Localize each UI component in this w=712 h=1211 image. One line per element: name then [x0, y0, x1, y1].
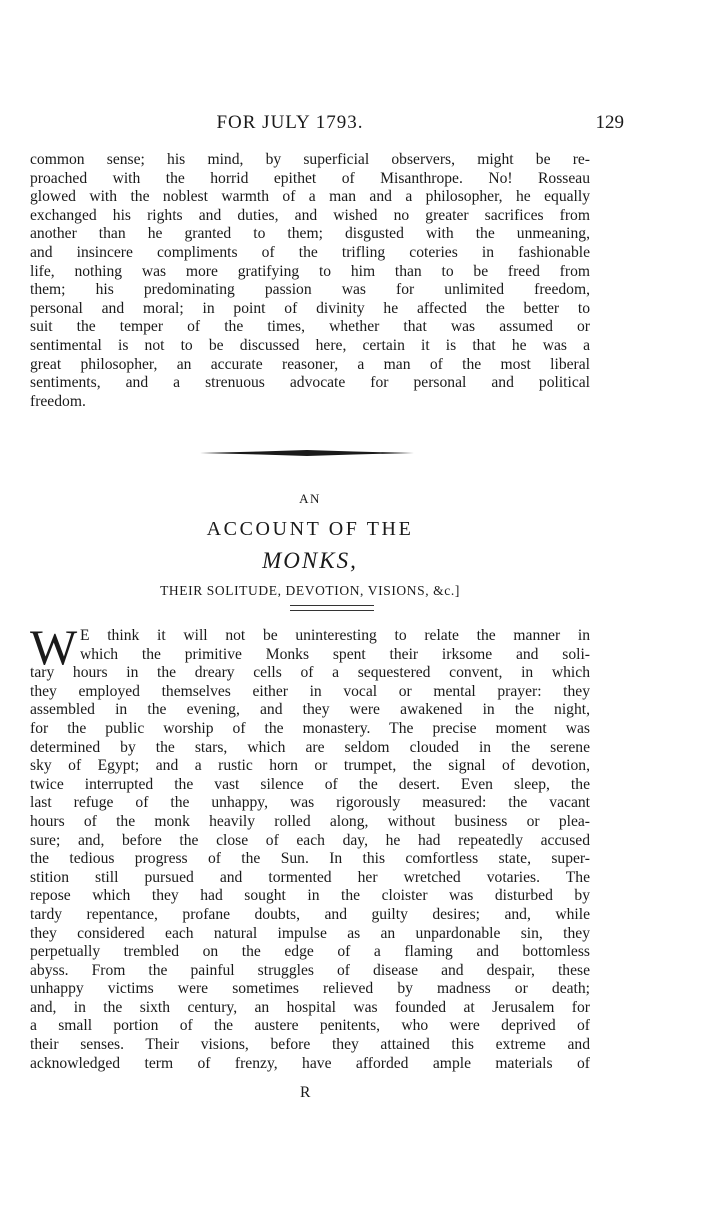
text-line: determined by the stars, which are seldom clouded in the serene: [30, 738, 590, 756]
catchword: R: [300, 1084, 311, 1101]
text-line: stition still pursued and tormented her wretched votaries. The: [30, 868, 590, 886]
text-line: life, nothing was more gratifying to him than to be freed from: [30, 262, 590, 280]
text-line: common sense; his mind, by superficial observers, might be re-: [30, 151, 590, 168]
heading-account: ACCOUNT OF THE: [206, 518, 414, 540]
text-line: last refuge of the unhappy, was rigorously measured: the vacant: [30, 794, 590, 812]
text-line: perpetually trembled on the edge of a flaming and bottomless: [30, 943, 590, 961]
text-line: they employed themselves either in vocal or mental prayer: they: [30, 682, 590, 700]
text-line: freedom.: [30, 392, 86, 410]
text-line: abyss. From the painful struggles of disease and despair, these: [30, 961, 590, 979]
text-line: repose which they had sought in the cloister was disturbed by: [30, 887, 590, 905]
text-line: which the primitive Monks spent their irksome and soli-: [80, 645, 590, 663]
text-line: the tedious progress of the Sun. In this comfortless state, super-: [30, 850, 590, 868]
text-line: suit the temper of the times, whether that was assumed or: [30, 318, 590, 336]
text-line: sentimental is not to be discussed here, certain it is that he was a: [30, 336, 590, 354]
text-line: acknowledged term of frenzy, have afforded ample materials of: [30, 1054, 590, 1072]
running-title: FOR JULY 1793.: [216, 112, 364, 133]
text-line: and, in the sixth century, an hospital was founded at Jerusalem for: [30, 998, 590, 1016]
text-line: a small portion of the austere penitents, who were deprived of: [30, 1017, 590, 1035]
text-line: personal and moral; in point of divinity he affected the better to: [30, 299, 590, 317]
text-line: assembled in the evening, and they were awakened in the night,: [30, 701, 590, 719]
heading-subtitle: THEIR SOLITUDE, DEVOTION, VISIONS, &c.]: [160, 583, 460, 598]
heading-rule: [290, 605, 374, 611]
text-line: hours of the monk heavily rolled along, without business or plea-: [30, 812, 590, 830]
text-line: they considered each natural impulse as an unpardonable sin, they: [30, 924, 590, 942]
text-line: unhappy victims were sometimes relieved by madness or death;: [30, 980, 590, 998]
text-line: for the public worship of the monastery. The precise moment was: [30, 719, 590, 737]
text-line: E think it will not be uninteresting to relate the manner in: [80, 627, 590, 644]
text-line: their senses. Their visions, before they attained this extreme and: [30, 1036, 590, 1054]
heading-monks: MONKS,: [262, 548, 358, 573]
text-line: exchanged his rights and duties, and wished no greater sacrifices from: [30, 206, 590, 224]
running-head: [30, 112, 624, 136]
text-line: them; his predominating passion was for unlimited freedom,: [30, 281, 590, 299]
text-line: tardy repentance, profane doubts, and guilty desires; and, while: [30, 905, 590, 923]
text-line: sentiments, and a strenuous advocate for personal and political: [30, 374, 590, 392]
heading-an: AN: [299, 491, 321, 506]
text-line: sure; and, before the close of each day, he had repeatedly accused: [30, 831, 590, 849]
text-line: another than he granted to them; disgusted with the unmeaning,: [30, 225, 590, 243]
text-line: and insincere compliments of the trifling coteries in fashionable: [30, 243, 590, 261]
drop-cap: W: [30, 619, 76, 675]
text-line: sky of Egypt; and a rustic horn or trumpet, the signal of devotion,: [30, 757, 590, 775]
ornamental-divider: [200, 449, 414, 457]
page-number: 129: [595, 112, 624, 133]
text-line: glowed with the noblest warmth of a man and a philosopher, he equally: [30, 188, 590, 206]
article-body: [30, 619, 590, 1073]
text-line: twice interrupted the vast silence of the desert. Even sleep, the: [30, 775, 590, 793]
text-line: proached with the horrid epithet of Misanthrope. No! Rosseau: [30, 169, 590, 187]
text-line: great philosopher, an accurate reasoner, a man of the most liberal: [30, 355, 590, 373]
text-line: tary hours in the dreary cells of a sequestered convent, in which: [30, 664, 590, 682]
paragraph-rousseau: [30, 151, 590, 411]
